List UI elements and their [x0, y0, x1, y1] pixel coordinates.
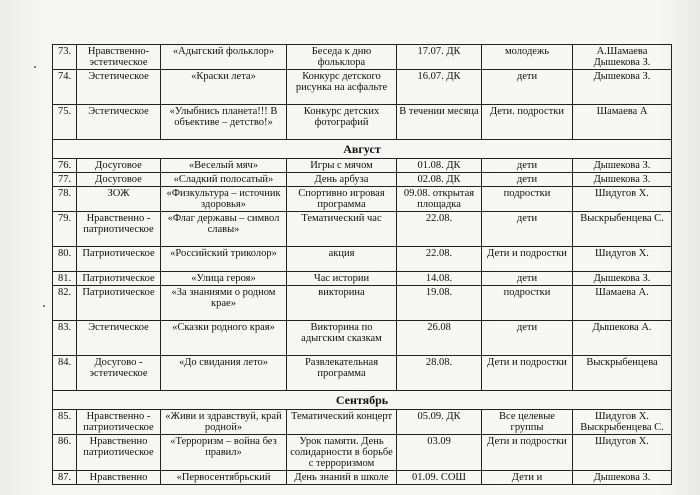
row-number: 80. — [53, 247, 77, 272]
direction-cell: Нравственно патриотическое — [77, 435, 161, 471]
responsible-cell: Выскрыбенцева — [573, 356, 672, 391]
table-row — [53, 187, 672, 212]
event-form-cell: Тематический час — [287, 212, 397, 247]
event-form-cell: Час истории — [287, 272, 397, 286]
event-form-cell: викторина — [287, 286, 397, 321]
row-number: 75. — [53, 105, 77, 140]
direction-cell: Эстетическое — [77, 70, 161, 105]
date-place-cell: 03.09 — [397, 435, 482, 471]
event-title-cell: «Веселый мяч» — [161, 159, 287, 173]
responsible-cell: Дышекова З. — [573, 272, 672, 286]
event-title-cell: «Флаг державы – символ славы» — [161, 212, 287, 247]
event-form-cell: Развлекательная программа — [287, 356, 397, 391]
audience-cell: подростки — [482, 187, 573, 212]
scan-speck — [43, 305, 45, 307]
date-place-cell: 28.08. — [397, 356, 482, 391]
audience-cell: Дети. подростки — [482, 105, 573, 140]
direction-cell: Нравственно - патриотическое — [77, 410, 161, 435]
event-form-cell: Тематический концерт — [287, 410, 397, 435]
row-number: 81. — [53, 272, 77, 286]
responsible-cell: Дышекова З. — [573, 173, 672, 187]
event-title-cell: «Адыгский фольклор» — [161, 45, 287, 70]
scan-speck — [34, 66, 36, 68]
direction-cell: Досугово - эстетическое — [77, 356, 161, 391]
row-number: 85. — [53, 410, 77, 435]
event-form-cell: Беседа к дню фольклора — [287, 45, 397, 70]
audience-cell: дети — [482, 159, 573, 173]
responsible-cell: Дышекова З. — [573, 159, 672, 173]
table-row — [53, 173, 672, 187]
direction-cell: Досуговое — [77, 173, 161, 187]
event-title-cell: «Сладкий полосатый» — [161, 173, 287, 187]
table-row — [53, 159, 672, 173]
table-row — [53, 286, 672, 321]
events-table — [52, 44, 672, 485]
table-row — [53, 247, 672, 272]
direction-cell: Нравственно — [77, 471, 161, 485]
table-row — [53, 471, 672, 485]
direction-cell: Эстетическое — [77, 321, 161, 356]
date-place-cell: 19.08. — [397, 286, 482, 321]
audience-cell: Дети и — [482, 471, 573, 485]
responsible-cell: Шидугов Х. — [573, 435, 672, 471]
date-place-cell: 05.09. ДК — [397, 410, 482, 435]
responsible-cell: А.Шамаева Дышекова З. — [573, 45, 672, 70]
event-title-cell: «Российский триколор» — [161, 247, 287, 272]
date-place-cell: 02.08. ДК — [397, 173, 482, 187]
direction-cell: Эстетическое — [77, 105, 161, 140]
audience-cell: дети — [482, 173, 573, 187]
responsible-cell: Дышекова З. — [573, 70, 672, 105]
audience-cell: дети — [482, 212, 573, 247]
date-place-cell: 01.09. СОШ — [397, 471, 482, 485]
responsible-cell: Дышекова З. — [573, 471, 672, 485]
date-place-cell: 22.08. — [397, 247, 482, 272]
month-title: Август — [53, 140, 672, 159]
row-number: 83. — [53, 321, 77, 356]
audience-cell: Дети и подростки — [482, 435, 573, 471]
audience-cell: подростки — [482, 286, 573, 321]
event-title-cell: «Сказки родного края» — [161, 321, 287, 356]
table-row — [53, 272, 672, 286]
event-form-cell: Игры с мячом — [287, 159, 397, 173]
responsible-cell: Выскрыбенцева С. — [573, 212, 672, 247]
table-row — [53, 212, 672, 247]
event-title-cell: «Первосентябрьский — [161, 471, 287, 485]
month-header-row — [53, 391, 672, 410]
date-place-cell: 17.07. ДК — [397, 45, 482, 70]
table-row — [53, 410, 672, 435]
row-number: 82. — [53, 286, 77, 321]
date-place-cell: 22.08. — [397, 212, 482, 247]
row-number: 79. — [53, 212, 77, 247]
event-title-cell: «Улица героя» — [161, 272, 287, 286]
event-title-cell: «Живи и здравствуй, край родной» — [161, 410, 287, 435]
date-place-cell: 26.08 — [397, 321, 482, 356]
date-place-cell: В течении месяца — [397, 105, 482, 140]
row-number: 86. — [53, 435, 77, 471]
direction-cell: Патриотическое — [77, 272, 161, 286]
row-number: 73. — [53, 45, 77, 70]
table-row — [53, 105, 672, 140]
table-row — [53, 45, 672, 70]
audience-cell: дети — [482, 70, 573, 105]
audience-cell: Все целевые группы — [482, 410, 573, 435]
direction-cell: Патриотическое — [77, 286, 161, 321]
event-form-cell: Урок памяти. День солидарности в борьбе с терроризмом — [287, 435, 397, 471]
event-title-cell: «Краски лета» — [161, 70, 287, 105]
table-row — [53, 435, 672, 471]
month-title: Сентябрь — [53, 391, 672, 410]
row-number: 87. — [53, 471, 77, 485]
direction-cell: Нравственно-эстетическое — [77, 45, 161, 70]
date-place-cell: 09.08. открытая площадка — [397, 187, 482, 212]
table-row — [53, 321, 672, 356]
row-number: 74. — [53, 70, 77, 105]
event-form-cell: Конкурс детского рисунка на асфальте — [287, 70, 397, 105]
event-title-cell: «За знаниями о родном крае» — [161, 286, 287, 321]
audience-cell: молодежь — [482, 45, 573, 70]
month-header-row — [53, 140, 672, 159]
responsible-cell: Шамаева А. — [573, 286, 672, 321]
responsible-cell: Шидугов Х. — [573, 247, 672, 272]
date-place-cell: 01.08. ДК — [397, 159, 482, 173]
row-number: 78. — [53, 187, 77, 212]
direction-cell: Досуговое — [77, 159, 161, 173]
direction-cell: Нравственно - патриотическое — [77, 212, 161, 247]
responsible-cell: Шидугов Х. — [573, 187, 672, 212]
event-form-cell: Конкурс детских фотографий — [287, 105, 397, 140]
event-title-cell: «До свидания лето» — [161, 356, 287, 391]
responsible-cell: Шамаева А — [573, 105, 672, 140]
event-form-cell: Викторина по адыгским сказкам — [287, 321, 397, 356]
audience-cell: Дети и подростки — [482, 247, 573, 272]
event-form-cell: День арбуза — [287, 173, 397, 187]
event-title-cell: «Улыбнись планета!!! В объективе – детство!» — [161, 105, 287, 140]
audience-cell: дети — [482, 321, 573, 356]
event-form-cell: День знаний в школе — [287, 471, 397, 485]
direction-cell: Патриотическое — [77, 247, 161, 272]
date-place-cell: 16.07. ДК — [397, 70, 482, 105]
direction-cell: ЗОЖ — [77, 187, 161, 212]
row-number: 84. — [53, 356, 77, 391]
responsible-cell: Шидугов Х. Выскрыбенцева С. — [573, 410, 672, 435]
event-form-cell: акция — [287, 247, 397, 272]
event-form-cell: Спортивно игровая программа — [287, 187, 397, 212]
event-title-cell: «Терроризм – война без правил» — [161, 435, 287, 471]
row-number: 77. — [53, 173, 77, 187]
table-row — [53, 356, 672, 391]
responsible-cell: Дышекова А. — [573, 321, 672, 356]
row-number: 76. — [53, 159, 77, 173]
date-place-cell: 14.08. — [397, 272, 482, 286]
audience-cell: Дети и подростки — [482, 356, 573, 391]
audience-cell: дети — [482, 272, 573, 286]
table-row — [53, 70, 672, 105]
event-title-cell: «Физкультура – источник здоровья» — [161, 187, 287, 212]
